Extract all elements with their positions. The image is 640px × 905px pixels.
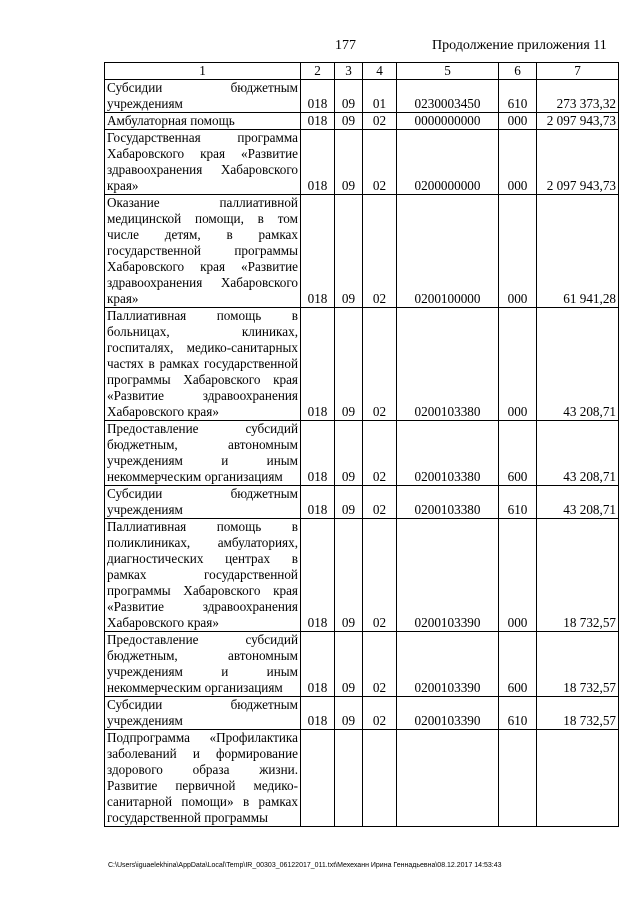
section-code-cell: 09 xyxy=(335,113,363,130)
amount-cell: 18 732,57 xyxy=(537,632,619,697)
section-code-cell xyxy=(335,730,363,827)
expense-type-cell xyxy=(499,730,537,827)
section-code-cell: 09 xyxy=(335,421,363,486)
target-article-cell: 0200000000 xyxy=(397,130,499,195)
target-article-cell: 0230003450 xyxy=(397,80,499,113)
row-name-cell: Субсидии бюджетным учреждениям xyxy=(105,80,301,113)
table-row xyxy=(105,486,619,519)
section-code-cell: 09 xyxy=(335,697,363,730)
subsection-code-cell: 02 xyxy=(363,195,397,308)
expense-type-cell: 000 xyxy=(499,113,537,130)
row-name-cell: Государственная программа Хабаровского края «Развитие здравоохранения Хабаровского края» xyxy=(105,130,301,195)
table-body xyxy=(105,80,619,827)
ministry-code-cell: 018 xyxy=(301,519,335,632)
expense-type-cell: 610 xyxy=(499,697,537,730)
section-code-cell: 09 xyxy=(335,308,363,421)
expense-type-cell: 610 xyxy=(499,80,537,113)
row-name-cell: Оказание паллиативной медицинской помощи, в том числе детям, в рамках государственной программы Хабаровского края «Развитие здравоохранения Хабаровского края» xyxy=(105,195,301,308)
table-header-row xyxy=(105,63,619,80)
section-code-cell: 09 xyxy=(335,519,363,632)
amount-cell: 2 097 943,73 xyxy=(537,113,619,130)
column-header: 3 xyxy=(335,63,363,80)
amount-cell: 18 732,57 xyxy=(537,697,619,730)
ministry-code-cell: 018 xyxy=(301,308,335,421)
ministry-code-cell: 018 xyxy=(301,486,335,519)
budget-table xyxy=(104,62,619,827)
ministry-code-cell: 018 xyxy=(301,113,335,130)
row-name-cell: Субсидии бюджетным учреждениям xyxy=(105,486,301,519)
target-article-cell: 0000000000 xyxy=(397,113,499,130)
table-row xyxy=(105,632,619,697)
target-article-cell: 0200103390 xyxy=(397,519,499,632)
section-code-cell: 09 xyxy=(335,80,363,113)
column-header: 1 xyxy=(105,63,301,80)
amount-cell: 2 097 943,73 xyxy=(537,130,619,195)
column-header: 6 xyxy=(499,63,537,80)
amount-cell xyxy=(537,730,619,827)
target-article-cell: 0200103390 xyxy=(397,632,499,697)
section-code-cell: 09 xyxy=(335,195,363,308)
subsection-code-cell: 02 xyxy=(363,130,397,195)
expense-type-cell: 600 xyxy=(499,421,537,486)
row-name-cell: Предоставление субсидий бюджетным, автономным учреждениям и иным некоммерческим организациям xyxy=(105,421,301,486)
amount-cell: 18 732,57 xyxy=(537,519,619,632)
page-number: 177 xyxy=(335,38,356,53)
ministry-code-cell: 018 xyxy=(301,130,335,195)
amount-cell: 273 373,32 xyxy=(537,80,619,113)
ministry-code-cell: 018 xyxy=(301,80,335,113)
table-row xyxy=(105,308,619,421)
section-code-cell: 09 xyxy=(335,486,363,519)
target-article-cell: 0200100000 xyxy=(397,195,499,308)
table-row xyxy=(105,130,619,195)
table-row xyxy=(105,80,619,113)
expense-type-cell: 610 xyxy=(499,486,537,519)
target-article-cell: 0200103380 xyxy=(397,421,499,486)
section-code-cell: 09 xyxy=(335,130,363,195)
expense-type-cell: 600 xyxy=(499,632,537,697)
subsection-code-cell xyxy=(363,730,397,827)
target-article-cell: 0200103390 xyxy=(397,697,499,730)
ministry-code-cell: 018 xyxy=(301,421,335,486)
target-article-cell: 0200103380 xyxy=(397,308,499,421)
ministry-code-cell xyxy=(301,730,335,827)
subsection-code-cell: 02 xyxy=(363,486,397,519)
ministry-code-cell: 018 xyxy=(301,632,335,697)
table-row xyxy=(105,113,619,130)
subsection-code-cell: 02 xyxy=(363,697,397,730)
table-row xyxy=(105,697,619,730)
table-row xyxy=(105,519,619,632)
expense-type-cell: 000 xyxy=(499,308,537,421)
expense-type-cell: 000 xyxy=(499,130,537,195)
column-header: 2 xyxy=(301,63,335,80)
expense-type-cell: 000 xyxy=(499,195,537,308)
subsection-code-cell: 02 xyxy=(363,632,397,697)
ministry-code-cell: 018 xyxy=(301,195,335,308)
row-name-cell: Паллиативная помощь в поликлиниках, амбулаториях, диагностических центрах в рамках государственной программы Хабаровского края «Развитие здравоохранения Хабаровского края» xyxy=(105,519,301,632)
column-header: 5 xyxy=(397,63,499,80)
ministry-code-cell: 018 xyxy=(301,697,335,730)
subsection-code-cell: 02 xyxy=(363,519,397,632)
subsection-code-cell: 02 xyxy=(363,308,397,421)
row-name-cell: Субсидии бюджетным учреждениям xyxy=(105,697,301,730)
target-article-cell: 0200103380 xyxy=(397,486,499,519)
subsection-code-cell: 02 xyxy=(363,421,397,486)
target-article-cell xyxy=(397,730,499,827)
column-header: 7 xyxy=(537,63,619,80)
amount-cell: 61 941,28 xyxy=(537,195,619,308)
appendix-label: Продолжение приложения 11 xyxy=(432,38,607,53)
table-row xyxy=(105,421,619,486)
amount-cell: 43 208,71 xyxy=(537,308,619,421)
column-header: 4 xyxy=(363,63,397,80)
amount-cell: 43 208,71 xyxy=(537,421,619,486)
row-name-cell: Подпрограмма «Профилактика заболеваний и формирование здорового образа жизни. Развитие первичной медико-санитарной помощи» в рамках государственной программы xyxy=(105,730,301,827)
subsection-code-cell: 02 xyxy=(363,113,397,130)
section-code-cell: 09 xyxy=(335,632,363,697)
subsection-code-cell: 01 xyxy=(363,80,397,113)
table-row xyxy=(105,730,619,827)
row-name-cell: Паллиативная помощь в больницах, клиниках, госпиталях, медико-санитарных частях в рамках государственной программы Хабаровского края «Развитие здравоохранения Хабаровского края» xyxy=(105,308,301,421)
table-row xyxy=(105,195,619,308)
amount-cell: 43 208,71 xyxy=(537,486,619,519)
row-name-cell: Амбулаторная помощь xyxy=(105,113,301,130)
row-name-cell: Предоставление субсидий бюджетным, автономным учреждениям и иным некоммерческим организациям xyxy=(105,632,301,697)
footer-file-path: C:\Users\iguaelekhina\AppData\Local\Temp\IR_00303_06122017_011.txt\Мехеханн Ирина Геннадьевна\08.12.2017 14:53:43 xyxy=(108,862,502,869)
expense-type-cell: 000 xyxy=(499,519,537,632)
